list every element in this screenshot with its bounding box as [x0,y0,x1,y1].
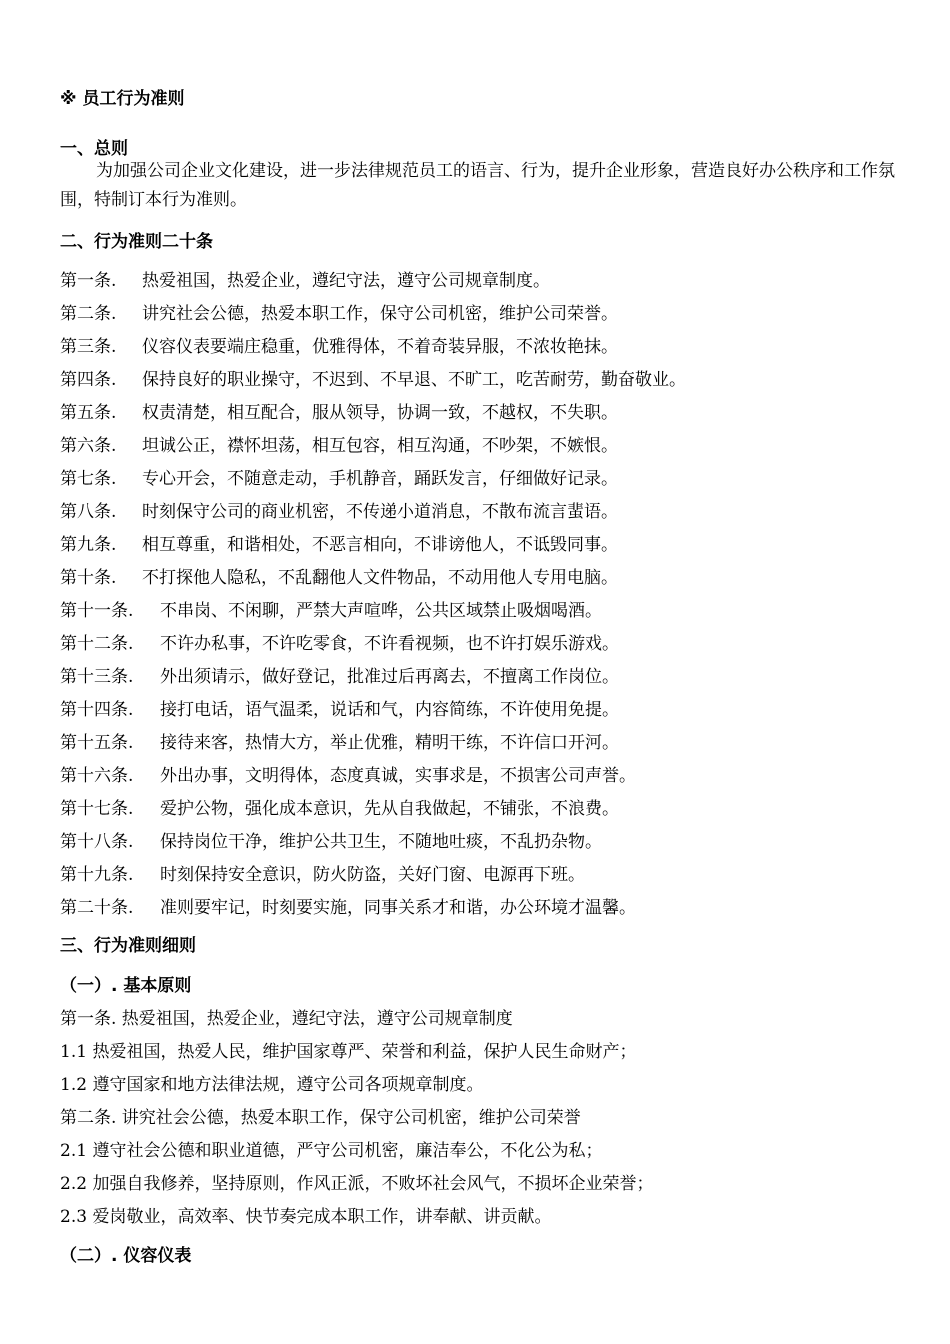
rule-text: 权责清楚，相互配合，服从领导，协调一致，不越权，不失职。 [142,403,618,423]
rule-number: 第九条. [60,535,117,555]
detail-line: 2.2 加强自我修养，坚持原则，作风正派，不败坏社会风气，不损坏企业荣誉； [60,1174,654,1194]
rule-text: 不打探他人隐私，不乱翻他人文件物品，不动用他人专用电脑。 [142,568,618,588]
subsection-heading-appearance: （二）. 仪容仪表 [60,1246,192,1266]
rule-item [60,763,636,789]
rule-number: 第十条. [60,568,117,588]
document-title: ※ 员工行为准则 [60,89,185,109]
rule-item [60,895,636,921]
rule-item [60,499,618,525]
rule-text: 准则要牢记，时刻要实施，同事关系才和谐，办公环境才温馨。 [160,898,636,918]
rule-number: 第一条. [60,271,117,291]
rule-text: 不串岗、不闲聊，严禁大声喧哗，公共区域禁止吸烟喝酒。 [160,601,602,621]
detail-line: 1.2 遵守国家和地方法律法规，遵守公司各项规章制度。 [60,1075,484,1095]
rule-item [60,862,585,888]
rule-text: 热爱祖国，热爱企业，遵纪守法，遵守公司规章制度。 [142,271,550,291]
section-heading-twenty-rules: 二、行为准则二十条 [60,232,213,252]
rule-number: 第六条. [60,436,117,456]
general-paragraph: 为加强公司企业文化建设，进一步法律规范员工的语言、行为，提升企业形象，营造良好办公秩序和工作氛围，特制订本行为准则。 [60,161,895,210]
rule-text: 讲究社会公德，热爱本职工作，保守公司机密，维护公司荣誉。 [142,304,618,324]
rule-text: 保持岗位干净，维护公共卫生，不随地吐痰，不乱扔杂物。 [160,832,602,852]
rule-number: 第十四条. [60,700,134,720]
rule-item [60,631,619,657]
rule-text: 爱护公物，强化成本意识，先从自我做起，不铺张，不浪费。 [160,799,619,819]
rule-item [60,829,602,855]
rule-item [60,367,686,393]
rule-text: 外出须请示，做好登记，批准过后再离去，不擅离工作岗位。 [160,667,619,687]
rule-number: 第七条. [60,469,117,489]
rule-item [60,664,619,690]
subsection-heading-basic-principles: （一）. 基本原则 [60,976,192,996]
rule-item [60,466,618,492]
rule-text: 外出办事，文明得体，态度真诚，实事求是，不损害公司声誉。 [160,766,636,786]
rule-number: 第八条. [60,502,117,522]
rule-number: 第三条. [60,337,117,357]
rule-item [60,433,618,459]
rule-item [60,268,550,294]
rule-text: 时刻保守公司的商业机密，不传递小道消息，不散布流言蜚语。 [142,502,618,522]
rule-item [60,565,618,591]
rule-text: 保持良好的职业操守，不迟到、不早退、不旷工，吃苦耐劳，勤奋敬业。 [142,370,686,390]
rule-item [60,301,618,327]
rule-number: 第十二条. [60,634,134,654]
section-heading-general: 一、总则 [60,139,128,159]
rule-text: 时刻保持安全意识，防火防盗，关好门窗、电源再下班。 [160,865,585,885]
rule-text: 接打电话，语气温柔，说话和气，内容简练，不许使用免提。 [160,700,619,720]
rule-number: 第十五条. [60,733,134,753]
rule-number: 第四条. [60,370,117,390]
detail-line: 第二条. 讲究社会公德，热爱本职工作，保守公司机密，维护公司荣誉 [60,1108,581,1128]
rule-number: 第五条. [60,403,117,423]
detail-line: 第一条. 热爱祖国，热爱企业，遵纪守法，遵守公司规章制度 [60,1009,513,1029]
rule-number: 第二十条. [60,898,134,918]
rule-number: 第二条. [60,304,117,324]
rule-item [60,796,619,822]
rule-text: 专心开会，不随意走动，手机静音，踊跃发言，仔细做好记录。 [142,469,618,489]
rule-item [60,400,618,426]
rule-number: 第十三条. [60,667,134,687]
rule-item [60,334,618,360]
rule-text: 坦诚公正，襟怀坦荡，相互包容，相互沟通，不吵架，不嫉恨。 [142,436,618,456]
rule-item [60,697,619,723]
rule-item [60,532,618,558]
rule-number: 第十八条. [60,832,134,852]
rule-number: 第十一条. [60,601,134,621]
rule-text: 相互尊重，和谐相处，不恶言相向，不诽谤他人，不诋毁同事。 [142,535,618,555]
section-heading-detailed-rules: 三、行为准则细则 [60,936,196,956]
detail-line: 2.1 遵守社会公德和职业道德，严守公司机密，廉洁奉公，不化公为私； [60,1141,603,1161]
detail-line: 1.1 热爱祖国，热爱人民，维护国家尊严、荣誉和利益，保护人民生命财产； [60,1042,637,1062]
rule-text: 接待来客，热情大方，举止优雅，精明干练，不许信口开河。 [160,733,619,753]
rule-item [60,730,619,756]
rule-number: 第十九条. [60,865,134,885]
rule-text: 仪容仪表要端庄稳重，优雅得体，不着奇装异服，不浓妆艳抹。 [142,337,618,357]
rule-number: 第十七条. [60,799,134,819]
rule-item [60,598,602,624]
detail-line: 2.3 爱岗敬业，高效率、快节奏完成本职工作，讲奉献、讲贡献。 [60,1207,552,1227]
rule-number: 第十六条. [60,766,134,786]
rule-text: 不许办私事，不许吃零食，不许看视频，也不许打娱乐游戏。 [160,634,619,654]
